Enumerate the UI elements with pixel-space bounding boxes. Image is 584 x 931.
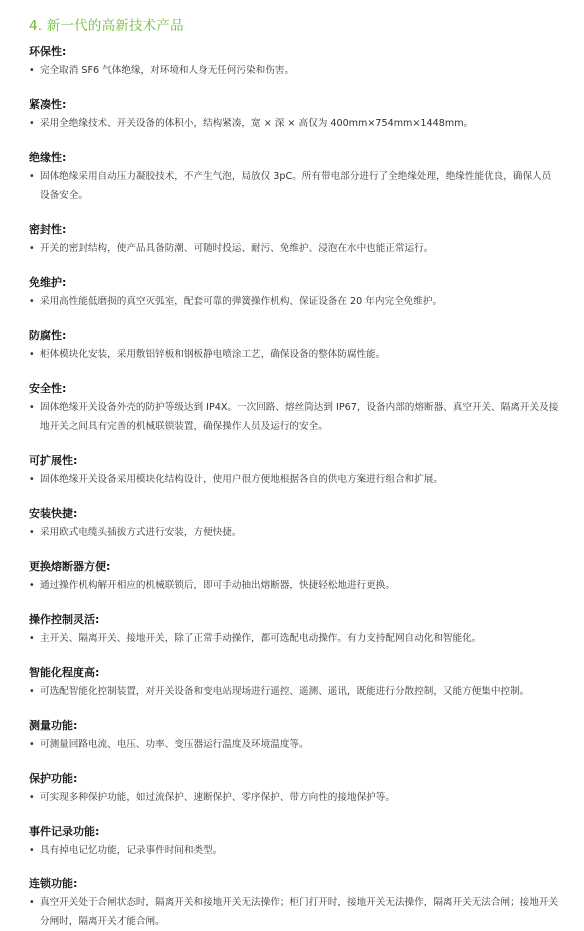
section-text xyxy=(29,345,559,364)
section-heading: 绝缘性: xyxy=(29,151,67,164)
feature-section-interlock xyxy=(29,876,559,931)
section-description: 通过操作机构解开相应的机械联锁后，即可手动抽出熔断器，快捷轻松地进行更换。 xyxy=(40,580,395,591)
feature-section-measurement xyxy=(29,718,559,754)
feature-section-flexible-control xyxy=(29,612,559,648)
section-heading: 安全性: xyxy=(29,382,67,395)
section-heading: 保护功能: xyxy=(29,772,78,785)
feature-section-insulation xyxy=(29,150,559,205)
section-description: 可实现多种保护功能，如过流保护、速断保护、零序保护、带方向性的接地保护等。 xyxy=(40,792,395,803)
section-description: 真空开关处于合闸状态时，隔离开关和接地开关无法操作；柜门打开时，接地开关无法操作，隔离开关无法合闸；接地开关分闸时，隔离开关才能合闸。 xyxy=(40,897,559,927)
section-description: 开关的密封结构，使产品具备防潮、可随时投运、耐污、免维护、浸泡在水中也能正常运行。 xyxy=(40,243,434,254)
section-text xyxy=(29,788,559,807)
feature-section-expandability xyxy=(29,453,559,489)
bullet-icon: • xyxy=(29,118,35,129)
section-text xyxy=(29,61,559,80)
section-heading: 紧凑性: xyxy=(29,98,67,111)
bullet-icon: • xyxy=(29,474,35,485)
feature-section-compactness xyxy=(29,97,559,133)
section-text xyxy=(29,167,559,205)
bullet-icon: • xyxy=(29,527,35,538)
section-text xyxy=(29,841,559,860)
feature-section-maintenance-free xyxy=(29,275,559,311)
feature-list xyxy=(29,44,559,931)
bullet-icon: • xyxy=(29,739,35,750)
section-heading: 智能化程度高: xyxy=(29,666,100,679)
section-heading: 免维护: xyxy=(29,276,67,289)
feature-section-event-recording xyxy=(29,824,559,860)
section-description: 具有掉电记忆功能，记录事件时间和类型。 xyxy=(40,845,223,856)
section-heading: 安装快捷: xyxy=(29,507,78,520)
section-description: 采用欧式电缆头插拔方式进行安装，方便快捷。 xyxy=(40,527,242,538)
section-text xyxy=(29,576,559,595)
section-text xyxy=(29,893,559,931)
section-description: 完全取消 SF6 气体绝缘，对环境和人身无任何污染和伤害。 xyxy=(40,65,295,76)
feature-section-sealing xyxy=(29,222,559,258)
section-heading: 防腐性: xyxy=(29,329,67,342)
section-heading: 更换熔断器方便: xyxy=(29,560,111,573)
section-text xyxy=(29,114,559,133)
section-description: 固体绝缘采用自动压力凝胶技术，不产生气泡，局放仅 3pC。所有带电部分进行了全绝缘处理，绝缘性能优良，确保人员设备安全。 xyxy=(40,171,552,201)
feature-section-corrosion-resistance xyxy=(29,328,559,364)
section-heading: 操作控制灵活: xyxy=(29,613,100,626)
bullet-icon: • xyxy=(29,243,35,254)
bullet-icon: • xyxy=(29,845,35,856)
feature-section-quick-install xyxy=(29,506,559,542)
bullet-icon: • xyxy=(29,580,35,591)
bullet-icon: • xyxy=(29,686,35,697)
section-heading: 连锁功能: xyxy=(29,877,78,890)
bullet-icon: • xyxy=(29,402,35,413)
bullet-icon: • xyxy=(29,792,35,803)
section-text xyxy=(29,292,559,311)
section-description: 柜体模块化安装，采用敷铝锌板和钢板静电喷涂工艺，确保设备的整体防腐性能。 xyxy=(40,349,386,360)
bullet-icon: • xyxy=(29,633,35,644)
section-text xyxy=(29,682,559,701)
section-text xyxy=(29,239,559,258)
bullet-icon: • xyxy=(29,171,35,182)
page-title: 4. 新一代的高新技术产品 xyxy=(29,18,184,34)
bullet-icon: • xyxy=(29,897,35,908)
section-heading: 环保性: xyxy=(29,45,67,58)
section-description: 主开关、隔离开关、接地开关，除了正常手动操作，都可选配电动操作。有力支持配网自动化和智能化。 xyxy=(40,633,482,644)
bullet-icon: • xyxy=(29,296,35,307)
feature-section-environmental xyxy=(29,44,559,80)
section-text xyxy=(29,629,559,648)
section-description: 可测量回路电流、电压、功率、变压器运行温度及环境温度等。 xyxy=(40,739,309,750)
section-text xyxy=(29,735,559,754)
section-text xyxy=(29,398,559,436)
section-text xyxy=(29,470,559,489)
section-heading: 密封性: xyxy=(29,223,67,236)
section-text xyxy=(29,523,559,542)
section-description: 可选配智能化控制装置，对开关设备和变电站现场进行遥控、遥测、遥讯，既能进行分散控制，又能方便集中控制。 xyxy=(40,686,530,697)
section-description: 采用高性能低磨损的真空灭弧室，配套可靠的弹簧操作机构、保证设备在 20 年内完全免维护。 xyxy=(40,296,443,307)
feature-section-fuse-replacement xyxy=(29,559,559,595)
feature-section-safety xyxy=(29,381,559,436)
section-heading: 测量功能: xyxy=(29,719,78,732)
feature-section-intelligence xyxy=(29,665,559,701)
section-description: 固体绝缘开关设备采用模块化结构设计，使用户很方便地根据各自的供电方案进行组合和扩展。 xyxy=(40,474,443,485)
bullet-icon: • xyxy=(29,349,35,360)
section-heading: 事件记录功能: xyxy=(29,825,100,838)
section-description: 采用全绝缘技术、开关设备的体积小，结构紧凑，宽 × 深 × 高仅为 400mm×754mm×1448mm。 xyxy=(40,118,474,129)
section-heading: 可扩展性: xyxy=(29,454,78,467)
section-description: 固体绝缘开关设备外壳的防护等级达到 IP4X。一次回路、熔丝筒达到 IP67，设备内部的熔断器、真空开关、隔离开关及接地开关之间具有完善的机械联锁装置，确保操作人员及运行的安全。 xyxy=(40,402,559,432)
feature-section-protection xyxy=(29,771,559,807)
bullet-icon: • xyxy=(29,65,35,76)
